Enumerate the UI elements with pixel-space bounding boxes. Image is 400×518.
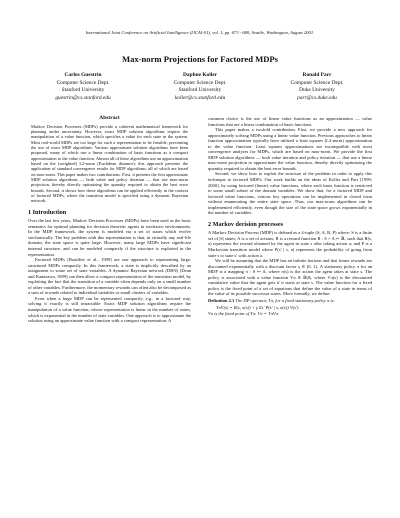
definition-fixed-point: Vπ is the fixed point of Tπ: Vπ = TπVπ. [208, 311, 280, 317]
author-1 [28, 72, 138, 102]
author-dept: Computer Science Dept. [290, 79, 344, 86]
author-email: guestrin@cs.stanford.edu [55, 94, 111, 101]
author-univ: Stanford University [178, 87, 222, 93]
paper-title: Max-norm Projections for Factored MDPs [121, 54, 279, 64]
author-univ: Duke University [299, 87, 335, 93]
abstract-heading: Abstract [99, 115, 120, 121]
author-univ: Stanford University [61, 87, 105, 93]
intro-paragraph: Over the last few years, Markov Decision Processes (MDPs) have been used as the basic semantics for optimal planning for decision theoretic agents in stochastic environments. In the MDP framework, the system is modeled via a set of states which evolve stochastically. The key problem with this representation is that, in virtually any real-life domain, the state space is quite large. However, many large MDPs have significant internal structure, and can be modeled compactly if the structure is exploited in the representation. [28, 218, 191, 257]
author-email: parr@cs.duke.edu [297, 94, 337, 101]
intro-continued-paragraph: This paper makes a twofold contribution. First, we provide a new approach for approximately solving MDPs using a linear value function. Previous approaches to linear function approximation typically have utilized a least squares (L2-norm) approximation to the value function. Least squares approximations are incompatible with most convergence analyses for MDPs, which are based on max-norm. We provide the first MDP solution algorithms — both value iteration and policy iteration — that use a linear max-norm projection to approximate the value function, thereby directly optimizing the quantity required to obtain the best error bounds. [208, 127, 372, 171]
author-3 [262, 72, 372, 102]
author-email: koller@cs.stanford.edu [174, 94, 226, 101]
left-column [28, 116, 191, 324]
author-dept: Computer Science Dept. [56, 79, 110, 86]
conference-header: International Joint Conference on Artificial Intelligence (IJCAI-01), vol. 1, pp. 673 - 680, Seattle, Washington, August 2001. [85, 30, 315, 35]
section-heading-mdp: 2 Markov decision processes [208, 220, 283, 228]
intro-continued-paragraph: Second, we show how to exploit the structure of the problem in order to apply this technique to factored MDPs. Our work builds on the ideas of Koller and Parr [1999; 2000], by using factored (linear) value functions, where each basis function is restricted to some small subset of the domain variables. We show that, for a factored MDP and factored value functions, various key operations can be implemented in closed form without enumerating the entire state space. Thus, our max-norm algorithms can be implemented efficiently, even though the size of the state space grows exponentially in the number of variables. [208, 171, 372, 216]
author-name: Daphne Koller [183, 72, 217, 78]
definition-label: Definition 2.1 [208, 297, 235, 303]
author-dept: Computer Science Dept. [173, 79, 227, 86]
section-heading-introduction: 1 Introduction [28, 208, 67, 216]
intro-paragraph: Factored MDPs [Boutilier et al., 1999] are one approach to representing large, structured MDPs compactly. In this framework, a state is implicitly described by an assignment to some set of state variables. A dynamic Bayesian network (DBN) [Dean and Kanazawa, 1989] can then allow a compact representation of the transition model, by exploiting the fact that the transition of a variable often depends only on a small number of other variables. Furthermore, the momentary rewards can often also be decomposed as a sum of rewards related to individual variables or small clusters of variables. [28, 257, 191, 296]
intro-continued-paragraph: common choice is the use of linear value functions as an approximation — value functions that are a linear combination of basis functions. [208, 116, 372, 127]
author-name: Carlos Guestrin [64, 72, 102, 78]
author-name: Ronald Parr [302, 72, 332, 78]
right-column [208, 116, 372, 317]
definition-text: The DP operator, Tπ, for a fixed stationary policy π is: [235, 297, 335, 303]
definition-block [208, 298, 372, 317]
abstract-paragraph: Markov Decision Processes (MDPs) provide a coherent mathematical framework for planning under uncertainty. However, exact MDP solution algorithms require the manipulation of a value function, which specifies a value for each state in the system. Most real-world MDPs are too large for such a representation to be feasible, preventing the use of exact MDP algorithms. Various approximate solution algorithms have been proposed, many of which use a linear combination of basis functions as a compact approximation to the value function. Almost all of these algorithms use an approximation based on the (weighted) L2-norm (Euclidean distance); this approach prevents the application of standard convergence results for MDP algorithms, all of which are based on max-norm. This paper makes two contributions. First, it presents the first approximate MDP solution algorithms — both value and policy iteration — that use max-norm projection, thereby directly optimizing the quantity required to obtain the best error bounds. Second, it shows how these algorithms can be applied efficiently in the context of factored MDPs, where the transition model is specified using a dynamic Bayesian network. [31, 123, 188, 204]
abstract-text [28, 124, 191, 204]
author-block [28, 72, 372, 102]
mdp-paragraph: We will be assuming that the MDP has an infinite horizon and that future rewards are discounted exponentially with a discount factor γ ∈ [0, 1). A stationary policy π for an MDP is a mapping π : S ↦ A, where π(s) is the action the agent takes at state s. The policy is associated with a value function Vπ ∈ ℝ|S|, where Vπ(s) is the discounted cumulative value that the agent gets if it starts at state s. The value function for a fixed policy is the fixed point of a set of equations that define the value of a state in terms of the value of its possible successor states. More formally, we define: [208, 258, 372, 297]
definition-equation: TπV(s) = R(s, π(s)) + γ Σs′ P(s′ | s, π(s)) V(s′). [216, 304, 300, 310]
intro-paragraph: Even when a large MDP can be represented compactly, e.g., in a factored way, solving it exactly is still intractable: Exact MDP solution algorithms require the manipulation of a value function, whose representation is linear in the number of states, which is exponential in the number of state variables. One approach is to approximate the solution using an approximate value function with a compact representation. A [28, 295, 192, 324]
author-2 [145, 72, 255, 102]
mdp-paragraph: A Markov Decision Process (MDP) is defined as a 4-tuple (S, A, R, P) where: S is a finite set of |S| states; A is a set of actions; R is a reward function R : S × A ↦ ℝ, such that R(s, a) represents the reward obtained by the agent in state s after taking action a; and P is a Markovian transition model where P(s′ | s, a) represents the probability of going from state s to state s′ with action a. [208, 230, 372, 258]
